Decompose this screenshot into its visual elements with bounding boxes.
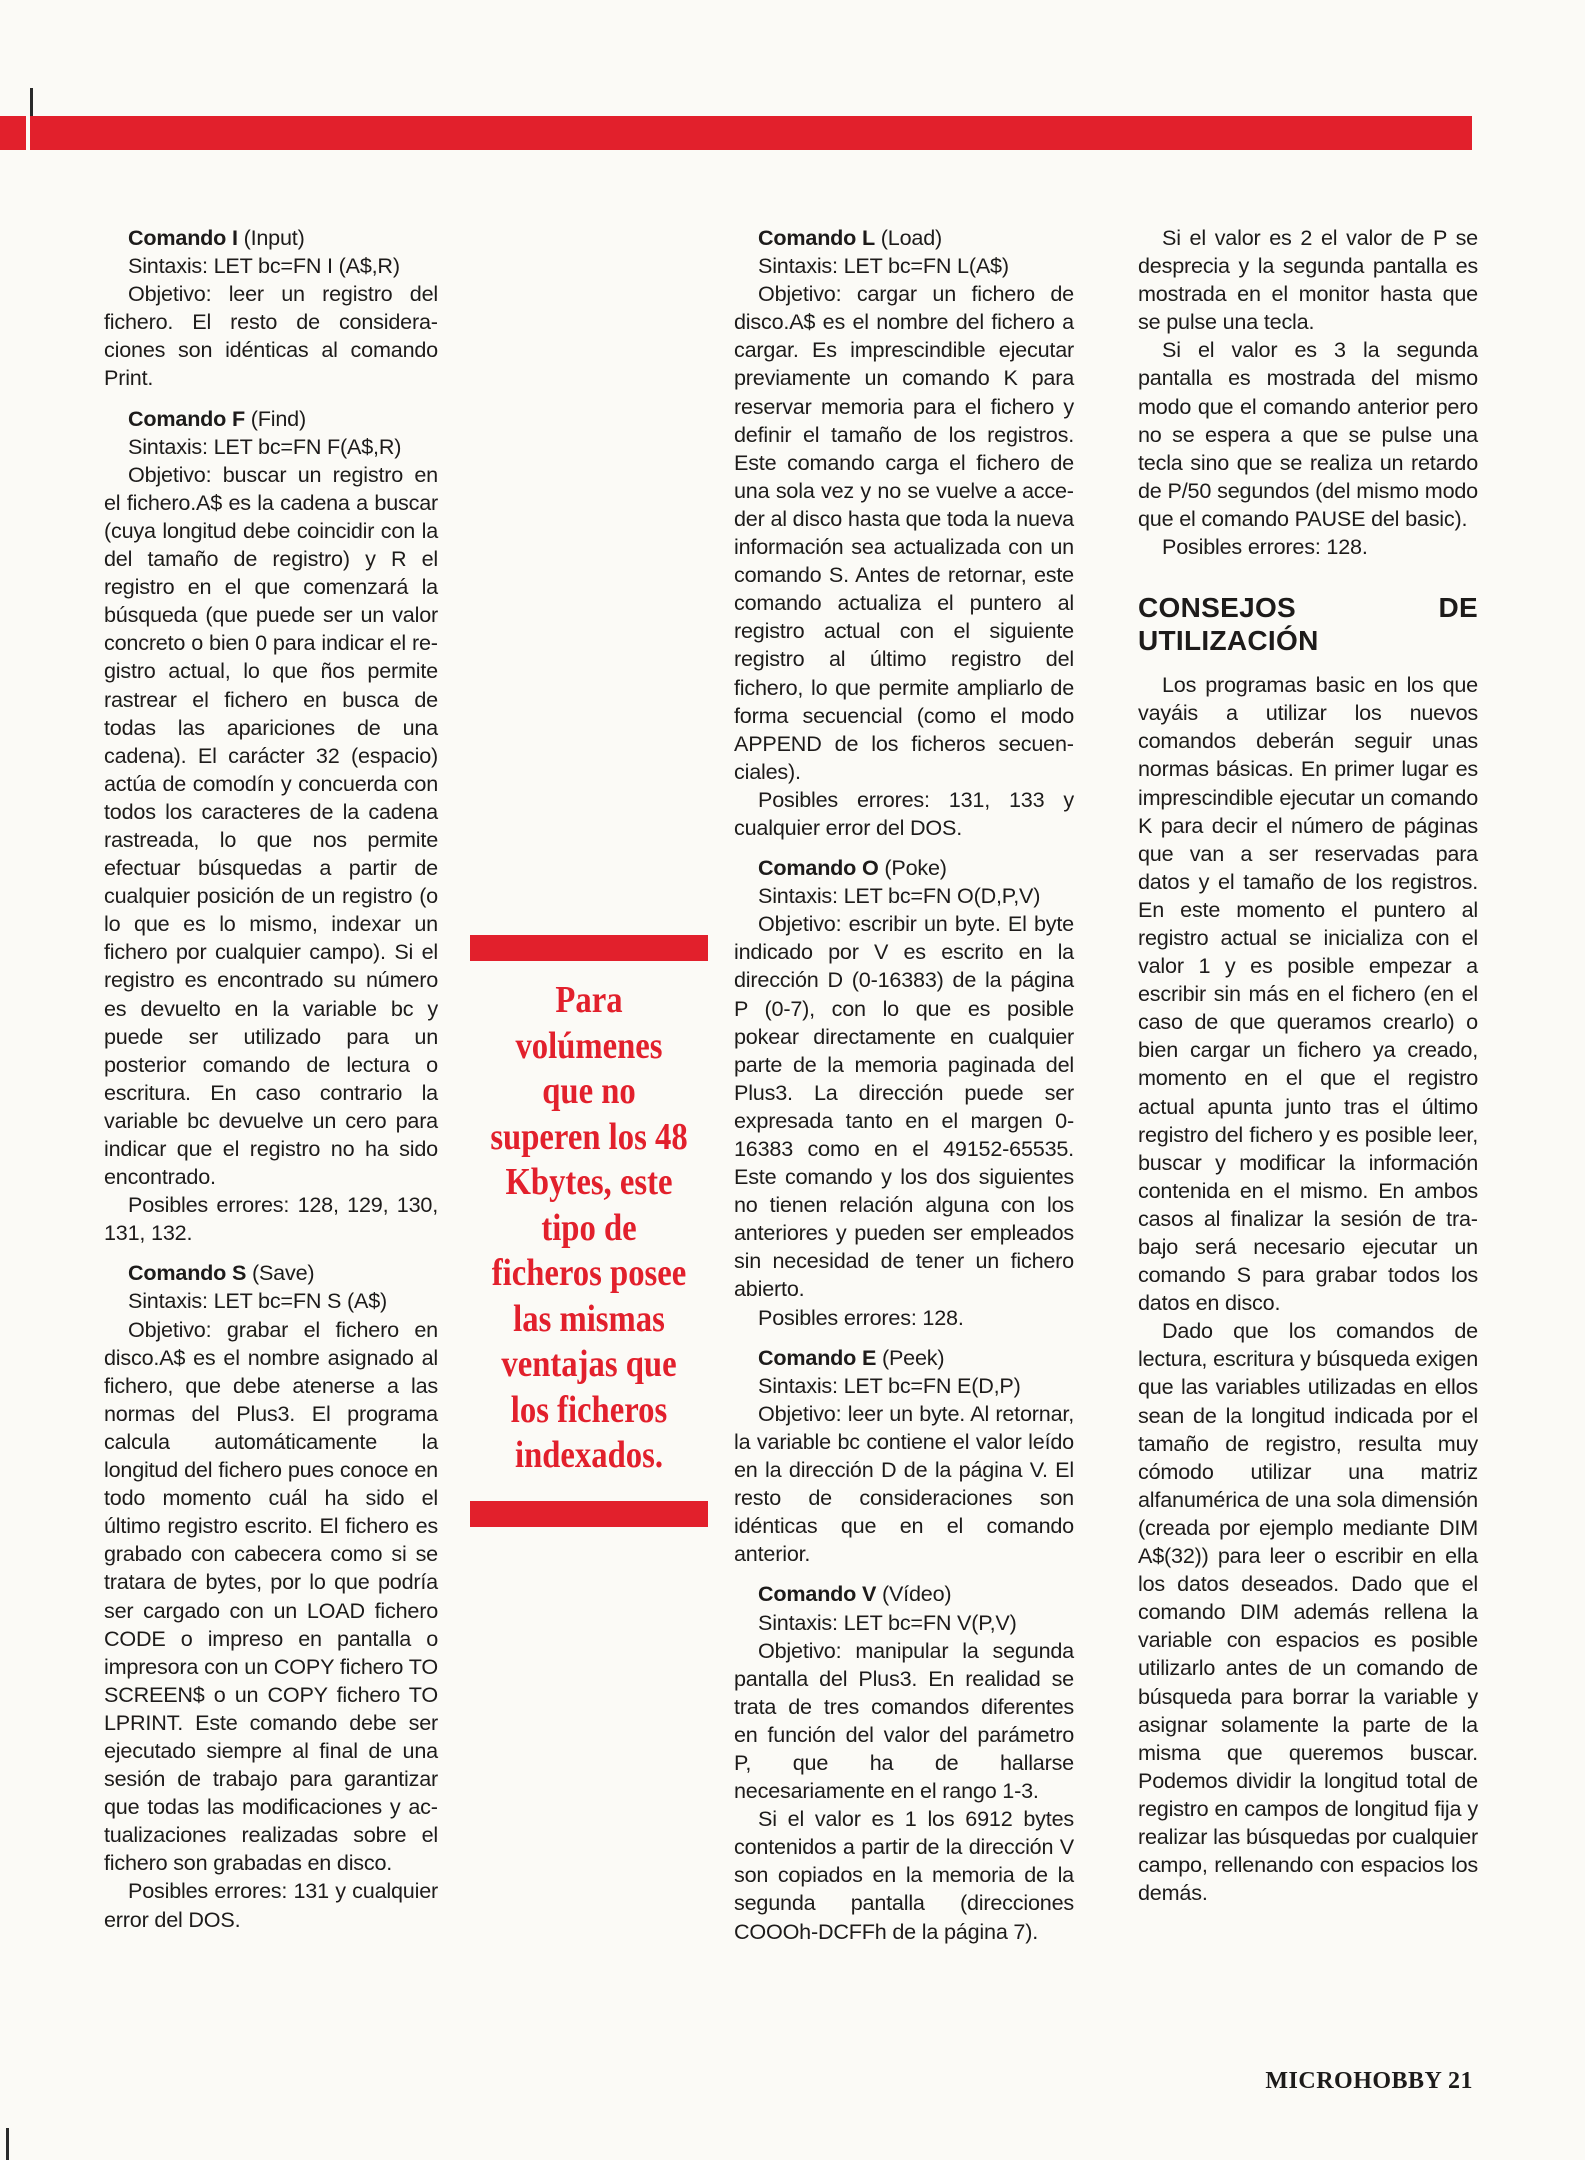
command-name: Comando E	[758, 1344, 877, 1370]
command-heading	[104, 1259, 438, 1287]
paragraph: Dado que los comandos de lectura, escritura y búsqueda exigen que las variables utilizadas en ellos sean de la longitud indicada por el tamaño de registro, resulta muy cómodo utilizar una matriz alfanumérica de una sola dimensión (creada por ejemplo mediante DIM A$(32)) para leer o escribir en ella los datos deseados. Dado que el comando DIM además rellena la variable con espacios es posible utilizarlo antes de un comando de búsqueda para borrar la variable y asignar solamente la parte de la misma que queremos buscar. Podemos dividir la longitud total de registro en campos de longitud fija y realizar las búsquedas por cualquier campo, rellenando con espacios los demás.	[1138, 1318, 1478, 1906]
column-left	[104, 224, 438, 1934]
command-heading	[104, 224, 438, 252]
command-heading	[734, 854, 1074, 882]
pullquote-line: tipo de	[541, 1206, 637, 1249]
pullquote-bar-bottom	[470, 1501, 708, 1527]
pullquote-line: superen los 48	[490, 1115, 688, 1158]
command-heading	[734, 1580, 1074, 1608]
paragraph: Objetivo: grabar el fichero en disco.A$ es el nombre asignado al fichero, que debe atenerse a las normas del Plus3. El programa calcula automáticamente la longitud del fichero pues conoce en todo momento cuál ha sido el último registro escrito. El fichero es grabado con cabecera como si se tratara de bytes, por lo que podría ser cargado con un LOAD fichero CODE o impreso en pantalla o impresora con un COPY fichero TO SCREEN$ o un COPY fichero TO LPRINT. Este comando debe ser ejecutado siempre al final de una sesión de trabajo para garantizar que todas las modificaciones y actualizaciones realizadas sobre el fichero son grabadas en disco.	[104, 1316, 438, 1876]
paragraph: Objetivo: escribir un byte. El byte indicado por V es escrito en la dirección D (0-16383) de la página P (0-7), con lo que es posible pokear directamente en cualquier parte de la memoria paginada del Plus3. La dirección puede ser expresada tanto en el margen 0-16383 como en el 49152-65535. Este comando y los dos siguientes no tienen relación alguna con los anteriores y pueden ser empleados sin necesidad de tener un fichero abierto.	[734, 911, 1074, 1302]
pullquote-line: las mismas	[513, 1297, 665, 1340]
command-param: (Peek)	[881, 1344, 945, 1370]
pullquote-line: ficheros posee	[491, 1252, 687, 1294]
section-heading: CONSEJOS DE UTILIZACIÓN	[1138, 592, 1478, 657]
paragraph: Si el valor es 2 el valor de P se desprecia y la segunda pantalla es mostrada en el monitor hasta que se pulse una tecla.	[1138, 225, 1478, 335]
paragraph: Objetivo: leer un registro del fichero. El resto de consideraciones son idénticas al comando Print.	[104, 281, 438, 391]
pullquote-line: los ficheros	[510, 1388, 668, 1431]
paragraph: Posibles errores: 128, 129, 130, 131, 132.	[104, 1192, 438, 1246]
command-name: Comando L	[758, 225, 875, 250]
top-red-bar	[30, 116, 1472, 150]
command-param: (Save)	[251, 1260, 315, 1286]
paragraph: Posibles errores: 131, 133 y cualquier error del DOS.	[734, 786, 1074, 840]
command-name: Comando I	[128, 225, 238, 250]
pullquote-line: indexados.	[514, 1434, 664, 1476]
column-middle	[734, 224, 1074, 1946]
pullquote	[483, 978, 695, 1479]
paragraph: Sintaxis: LET bc=FN I (A$,R)	[128, 253, 400, 279]
paragraph: Objetivo: leer un byte. Al retornar, la variable bc contiene el valor leído en la dirección D de la página V. El resto de consideraciones son idénticas que en el comando anterior.	[734, 1400, 1074, 1567]
command-param: (Input)	[243, 225, 305, 250]
paragraph: Sintaxis: LET bc=FN F(A$,R)	[128, 433, 402, 459]
top-red-bar-stub	[0, 116, 26, 150]
paragraph: Objetivo: buscar un registro en el fichero.A$ es la cadena a buscar (cuya longitud debe coincidir con la del tamaño de registro) y R el registro en el que comenzará la búsqueda (que puede ser un valor concreto o bien 0 para indicar el registro actual, lo que ños permite rastrear el fichero en busca de todas las apariciones de una cadena). El carácter 32 (espacio) actúa de comodín y concuerda con todos los caracteres de la cadena rastreada, lo que nos permite efectuar búsquedas a partir de cualquier posición de un registro (o lo que es lo mismo, indexar un fichero por cualquier campo). Si el registro es encontrado su número es devuelto en la variable bc y puede ser utilizado para un posterior comando de lectura o escritura. En caso contrario la variable bc devuelve un cero para indicar que el registro no ha sido encontrado.	[104, 461, 438, 1190]
pullquote-line: volúmenes	[515, 1024, 663, 1067]
crop-mark-top	[30, 88, 33, 116]
paragraph: Sintaxis: LET bc=FN L(A$)	[758, 253, 1009, 279]
paragraph: Sintaxis: LET bc=FN O(D,P,V)	[758, 883, 1041, 909]
command-param: (Poke)	[884, 855, 947, 881]
command-heading	[104, 405, 438, 433]
pullquote-line: Para	[555, 979, 623, 1021]
command-heading	[734, 224, 1074, 252]
command-name: Comando F	[128, 405, 245, 431]
paragraph: Objetivo: cargar un fichero de disco.A$ es el nombre del fichero a cargar. Es imprescindible ejecutar previamente un comando K para reservar memoria para el fichero y definir el tamaño de los registros. Este comando carga el fichero de una sola vez y no se vuelve a acceder al disco hasta que toda la nueva información sea actualizada con un comando S. Antes de retornar, este comando actualiza el puntero al registro actual con el siguiente registro al último registro del fichero, lo que permite ampliarlo de forma secuencial (como el modo APPEND de los ficheros secuenciales).	[734, 281, 1074, 784]
pullquote-line: ventajas que	[501, 1343, 677, 1385]
crop-mark-bottom	[6, 2128, 9, 2160]
paragraph: Posibles errores: 128.	[1162, 534, 1368, 560]
command-heading	[734, 1344, 1074, 1372]
command-param: (Load)	[880, 225, 943, 250]
command-name: Comando O	[758, 855, 879, 881]
paragraph: Si el valor es 1 los 6912 bytes contenidos a partir de la dirección V son copiados en la memoria de la segunda pantalla (direcciones COOOh-DCFFh de la página 7).	[734, 1806, 1074, 1944]
paragraph: Sintaxis: LET bc=FN V(P,V)	[758, 1609, 1017, 1635]
column-right	[1138, 224, 1478, 1907]
pullquote-bar-top	[470, 935, 708, 961]
paragraph: Sintaxis: LET bc=FN S (A$)	[128, 1288, 388, 1314]
page-footer: MICROHOBBY 21	[1265, 2068, 1473, 2094]
paragraph: Posibles errores: 128.	[758, 1304, 964, 1330]
command-name: Comando V	[758, 1581, 877, 1607]
paragraph: Posibles errores: 131 y cualquier error del DOS.	[104, 1878, 438, 1932]
pullquote-line: que no	[542, 1070, 636, 1112]
command-param: (Find)	[250, 405, 306, 431]
paragraph: Sintaxis: LET bc=FN E(D,P)	[758, 1372, 1021, 1398]
command-name: Comando S	[128, 1260, 247, 1286]
pullquote-line: Kbytes, este	[505, 1161, 673, 1203]
paragraph: Si el valor es 3 la segunda pantalla es mostrada del mismo modo que el comando anterior pero no se espera a que se pulse una tecla sino que se realiza un retardo de P/50 segundos (del mismo modo que el comando PAUSE del basic).	[1138, 337, 1478, 531]
paragraph: Objetivo: manipular la segunda pantalla del Plus3. En realidad se trata de tres comandos diferentes en función del valor del parámetro P, que ha de hallarse necesariamente en el rango 1-3.	[734, 1637, 1074, 1804]
paragraph: Los programas basic en los que vayáis a utilizar los nuevos comandos deberán seguir unas normas básicas. En primer lugar es imprescindible ejecutar un comando K para decir el número de páginas que van a ser reservadas para datos y el tamaño de los registros. En este momento el puntero al registro actual se inicializa con el valor 1 y es posible empezar a escribir sin más en el fichero (en el caso de que queramos crearlo) o bien cargar un fichero ya creado, momento en el que el registro actual apunta junto tras el último registro del fichero y es posible leer, buscar y modificar la información contenida en el mismo. En ambos casos al finalizar la sesión de trabajo será necesario ejecutar un comando S para grabar todos los datos en disco.	[1138, 672, 1478, 1316]
command-param: (Vídeo)	[881, 1581, 952, 1607]
